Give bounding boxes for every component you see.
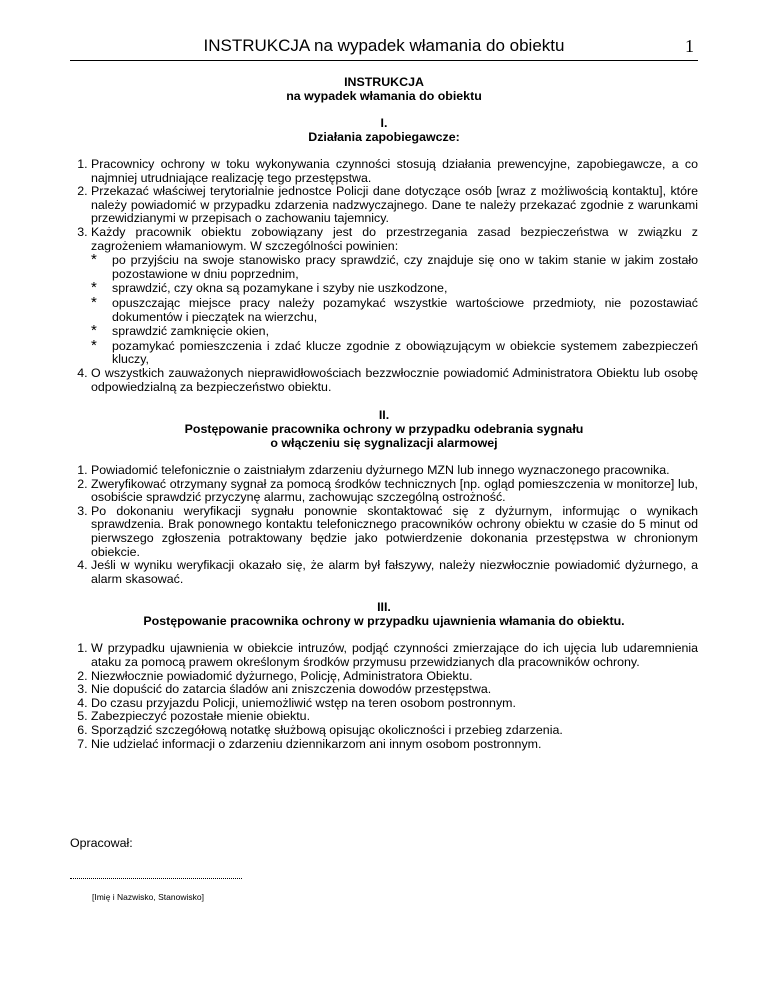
list-item-text: Każdy pracownik obiektu zobowiązany jest do przestrzegania zasad bezpieczeństwa w związku z zagrożeniem włamaniowym. W szczególności powinien: — [91, 224, 698, 253]
section-2-number: II. — [378, 408, 390, 423]
list-item: 3. Po dokonaniu weryfikacji sygnału ponownie skontaktować się z dyżurnym, informując o wynikach sprawdzenia. Brak ponownego kontaktu telefonicznego pracowników ochrony obiektu w czasie do 5 minut od pierwszego zgłoszenia potraktowany będzie jako potwierdzenie dokonania przestępstwa w chronionym obiekcie. — [91, 505, 698, 559]
header-title: INSTRUKCJA na wypadek włamania do obiektu — [203, 36, 565, 55]
section-1-heading — [70, 116, 698, 144]
list-item — [91, 226, 698, 367]
section-2-heading — [70, 408, 698, 450]
section-1-title: Działania zapobiegawcze: — [308, 130, 460, 144]
section-3-heading — [70, 600, 698, 628]
section-3-list — [70, 642, 698, 751]
document-title — [70, 75, 698, 103]
document-title-line1: INSTRUKCJA — [344, 75, 424, 89]
section-1-number: I. — [380, 116, 388, 130]
section-3-title: Postępowanie pracownika ochrony w przypadku ujawnienia włamania do obiektu. — [143, 614, 625, 629]
list-item: 1. Pracownicy ochrony w toku wykonywania czynności stosują działania prewencyjne, zapobiegawcze, a co najmniej utrudniające realizację tego przestępstwa. — [91, 158, 698, 185]
list-item: 1. Powiadomić telefonicznie o zaistniałym zdarzeniu dyżurnego MZN lub innego wyznaczonego pracownika. — [91, 464, 698, 478]
section-1-list — [70, 158, 698, 394]
document-body — [70, 75, 698, 751]
section-2-title-line1: Postępowanie pracownika ochrony w przypadku odebrania sygnału — [184, 422, 584, 437]
list-item: 5. Zabezpieczyć pozostałe mienie obiektu. — [91, 710, 698, 724]
sub-list-item: * opuszczając miejsce pracy należy pozamykać wszystkie wartościowe przedmioty, nie pozostawiać dokumentów i pieczątek na wierzchu, — [91, 297, 698, 324]
sub-list-item: * po przyjściu na swoje stanowisko pracy sprawdzić, czy znajduje się ono w takim stanie w jakim zostało pozostawione w dniu poprzednim, — [91, 254, 698, 281]
author-label: Opracował: — [70, 836, 133, 850]
list-item: 6. Sporządzić szczegółową notatkę służbową opisując okoliczności i przebieg zdarzenia. — [91, 724, 698, 738]
list-item: 4. O wszystkich zauważonych nieprawidłowościach bezzwłocznie powiadomić Administratora Obiektu lub osobę odpowiedzialną za bezpieczeństwo obiektu. — [91, 367, 698, 394]
signature-line — [70, 878, 242, 879]
list-item: 2. Przekazać właściwej terytorialnie jednostce Policji dane dotyczące osób [wraz z możliwością kontaktu], które należy powiadomić w przypadku zdarzenia nadzwyczajnego. Dane te należy przekazać zgodnie z warunkami przewidzianymi w przepisach o zachowaniu tajemnicy. — [91, 185, 698, 226]
section-2-list — [70, 464, 698, 586]
page-number: 1 — [685, 36, 694, 56]
list-item: 7. Nie udzielać informacji o zdarzeniu dziennikarzom ani innym osobom postronnym. — [91, 738, 698, 752]
list-item: 4. Jeśli w wyniku weryfikacji okazało się, że alarm był fałszywy, należy niezwłocznie powiadomić dyżurnego, a alarm skasować. — [91, 559, 698, 586]
sub-list-item: * sprawdzić, czy okna są pozamykane i szyby nie uszkodzone, — [91, 282, 698, 296]
document-title-line2: na wypadek włamania do obiektu — [286, 89, 482, 103]
list-item: 2. Zweryfikować otrzymany sygnał za pomocą środków technicznych [np. ogląd pomieszczenia w monitorze] lub, osobiście sprawdzić przyczynę alarmu, zachowując szczególną ostrożność. — [91, 478, 698, 505]
sub-list-item: * pozamykać pomieszczenia i zdać klucze zgodnie z obowiązującym w obiekcie systemem zabezpieczeń kluczy, — [91, 340, 698, 367]
list-item: 2. Niezwłocznie powiadomić dyżurnego, Policję, Administratora Obiektu. — [91, 670, 698, 684]
running-header — [70, 36, 698, 61]
section-2-title-line2: o włączeniu się sygnalizacji alarmowej — [270, 436, 498, 451]
sub-list-item: * sprawdzić zamknięcie okien, — [91, 325, 698, 339]
list-item: 4. Do czasu przyjazdu Policji, uniemożliwić wstęp na teren osobom postronnym. — [91, 697, 698, 711]
list-item: 1. W przypadku ujawnienia w obiekcie intruzów, podjąć czynności zmierzające do ich ujęcia lub udaremnienia ataku za pomocą prawem określonym środków przymusu przewidzianych dla pracowników ochrony. — [91, 642, 698, 669]
signature-caption: [Imię i Nazwisko, Stanowisko] — [92, 892, 204, 902]
sub-list — [91, 254, 698, 367]
list-item: 3. Nie dopuścić do zatarcia śladów ani zniszczenia dowodów przestępstwa. — [91, 683, 698, 697]
section-3-number: III. — [377, 600, 391, 615]
